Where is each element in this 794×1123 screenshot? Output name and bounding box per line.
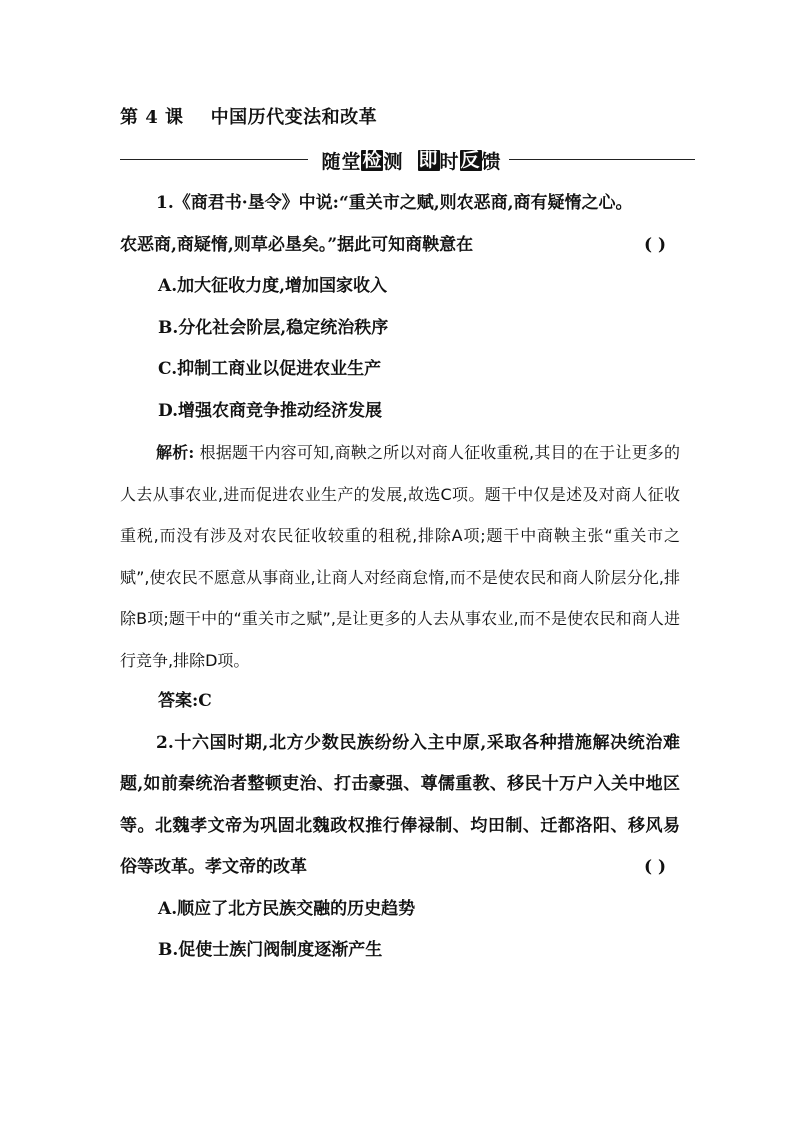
banner-rule-right [509,159,695,160]
question-1-stem-line2 [120,225,680,267]
lesson-title: 第 4 课 中国历代变法和改革 [120,107,378,128]
content-body [120,183,680,972]
banner-char: 测 [383,150,404,173]
banner-char: 随 [321,150,342,173]
section-banner [120,148,695,172]
banner-char: 馈 [481,150,502,173]
question-1-option-a: A.加大征收力度,增加国家收入 [158,276,388,296]
question-1-option-b: B.分化社会阶层,稳定统治秩序 [158,317,389,338]
question-1-stem-text: 农恶商,商疑惰,则草必垦矣。”据此可知商鞅意在 [120,234,474,255]
question-1-option-c: C.抑制工商业以促进农业生产 [158,359,382,379]
question-1-analysis [120,432,680,681]
banner-rule-left [120,159,308,160]
question-2-stem [120,723,680,889]
question-2-option-a: A.顺应了北方民族交融的历史趋势 [158,898,416,919]
section-banner-label [314,148,509,172]
banner-char: 时 [439,150,460,173]
question-1-answer-bracket: ( ) [643,234,666,255]
question-1-answer: 答案:C [158,691,212,711]
banner-char-boxed: 检 [362,148,383,171]
question-1-stem-line1: 1.《商君书·垦令》中说:“重关市之赋,则农恶商,商有疑惰之心。 [156,193,633,213]
question-1-option-d: D.增强农商竞争推动经济发展 [158,400,383,421]
question-2-option-b: B.促使士族门阀制度逐渐产生 [158,940,383,960]
banner-char-boxed: 反 [460,148,481,171]
analysis-label: 解析: [156,443,195,462]
banner-char: 堂 [341,150,362,173]
question-2-answer-bracket: ( ) [643,857,666,877]
analysis-text: 根据题干内容可知,商鞅之所以对商人征收重税,其目的在于让更多的人去从事农业,进而促进农业生产的发展,故选C项。题干中仅是述及对商人征收重税,而没有涉及对农民征收较重的租税,排除A项;题干中商鞅主张“重关市之赋”,使农民不愿意从事商业,让商人对经商怠惰,而不是使农民和商人阶层分化,排除B项;题干中的“重关市之赋”,是让更多的人去从事农业,而不是使农民和商人进行竞争,排除D项。 [120,443,680,670]
banner-char-boxed: 即 [418,148,439,171]
question-2-stem-text: 2.十六国时期,北方少数民族纷纷入主中原,采取各种措施解决统治难题,如前秦统治者整顿吏治、打击豪强、尊儒重教、移民十万户入关中地区等。北魏孝文帝为巩固北魏政权推行俸禄制、均田制、迁都洛阳、移风易俗等改革。孝文帝的改革 [120,732,680,877]
